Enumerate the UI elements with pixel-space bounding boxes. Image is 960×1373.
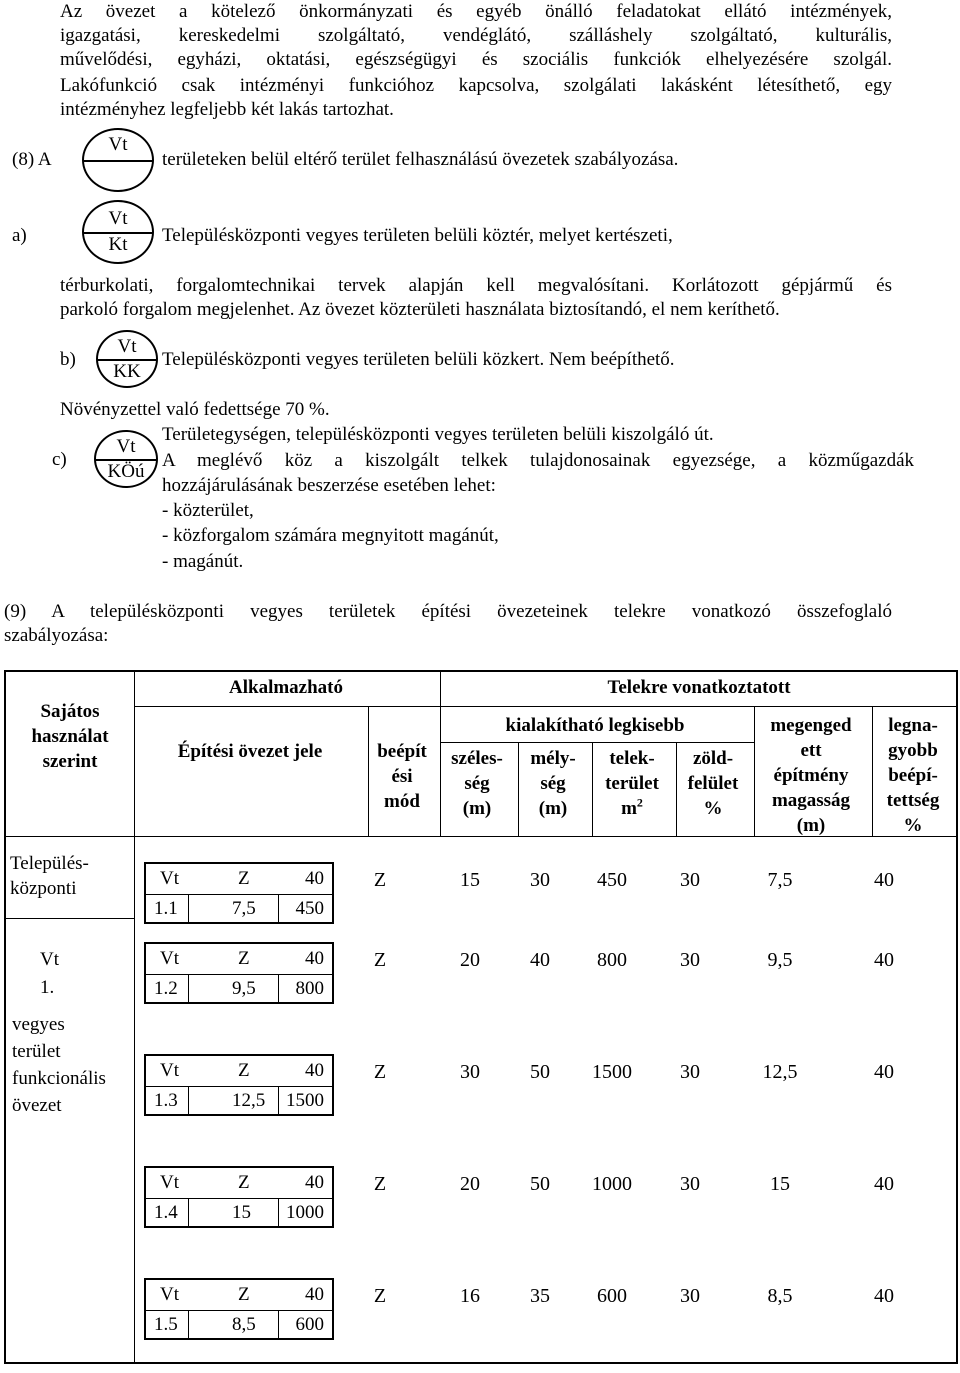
zone-symbol-top: Vt	[116, 436, 136, 457]
zone-code-part: 40	[305, 868, 324, 889]
table-cell: 50	[530, 1173, 550, 1195]
header-melyseg-2: ség	[540, 773, 566, 794]
zone-code-box	[144, 942, 334, 1004]
zone-code-part: 1500	[286, 1090, 324, 1111]
header-megengedett-3: építmény	[773, 765, 849, 786]
table-cell: Z	[373, 1061, 387, 1083]
table-cell: 7,5	[767, 869, 793, 891]
table-cell: 30	[680, 869, 700, 891]
table-cell: Z	[373, 1173, 387, 1195]
header-telekterulet-2: terület	[605, 773, 659, 794]
left-col-5: vegyes	[12, 1014, 65, 1035]
table-cell: 30	[680, 949, 700, 971]
zone-code-part: 800	[295, 978, 324, 999]
zone-code-part: 8,5	[232, 1314, 256, 1335]
header-epitesi-ovezet: Építési övezet jele	[177, 741, 323, 762]
left-col-8: övezet	[12, 1095, 62, 1116]
zone-code-part: Z	[238, 948, 250, 969]
item-b-text-2: Növényzettel való fedettsége 70 %.	[60, 399, 330, 420]
zone-code-part: 40	[305, 948, 324, 969]
zone-code-part: 9,5	[232, 978, 256, 999]
header-melyseg-1: mély-	[530, 748, 576, 769]
table-cell: 30	[460, 1061, 480, 1083]
zone-code-part: 1.3	[154, 1090, 178, 1111]
zone-code-part: 450	[295, 898, 324, 919]
header-beepitesi-3: mód	[384, 791, 420, 812]
header-szelesseg-2: ség	[464, 773, 490, 794]
zone-code-part: 1.4	[154, 1202, 178, 1223]
header-szelesseg-1: széles-	[451, 748, 503, 769]
header-beepitesi-1: beépít	[377, 741, 427, 762]
zone-symbol-top: Vt	[108, 208, 128, 229]
zone-symbol-vt	[82, 128, 154, 192]
table-cell: 16	[460, 1285, 480, 1307]
zone-code-part: 600	[295, 1314, 324, 1335]
section-9-line-2: szabályozása:	[4, 625, 109, 646]
table-cell: 40	[874, 1285, 894, 1307]
zone-code-part: 1.5	[154, 1314, 178, 1335]
table-cell: Z	[373, 949, 387, 971]
table-cell: 1500	[592, 1061, 632, 1083]
zone-code-part: 40	[305, 1172, 324, 1193]
table-cell: 9,5	[767, 949, 793, 971]
header-alkalmazhato: Alkalmazható	[229, 677, 343, 698]
zone-code-part: Vt	[160, 948, 179, 969]
header-telekterulet-1: telek-	[609, 748, 655, 769]
zone-code-part: 1.1	[154, 898, 178, 919]
header-sajatos-1: Sajátos	[40, 701, 100, 722]
header-megengedett-4: magasság	[771, 790, 851, 811]
intro-line-4: Lakófunkció csak intézményi funkcióhoz kapcsolva, szolgálati lakásként létesíthető, egy	[60, 75, 892, 96]
header-legnagyobb-1: legna-	[888, 715, 938, 736]
zone-symbol-vt-kt	[82, 200, 154, 264]
item-b-label: b)	[60, 349, 76, 370]
table-cell: 600	[597, 1285, 627, 1307]
header-zoldfelulet-2: felület	[687, 773, 739, 794]
zone-code-part: Vt	[160, 1060, 179, 1081]
table-cell: 35	[530, 1285, 550, 1307]
intro-line-1: Az övezet a kötelező önkormányzati és egyéb önálló feladatokat ellátó intézmények,	[60, 1, 892, 22]
zone-code-part: 12,5	[232, 1090, 266, 1111]
item-c-text-1: Területegységen, településközponti vegyes területen belüli kiszolgáló út.	[162, 424, 714, 445]
table-cell: 40	[530, 949, 550, 971]
left-col-2: központi	[10, 878, 77, 899]
header-kialakithato: kialakítható legkisebb	[505, 715, 685, 736]
item-c-bullet-3: - magánút.	[162, 551, 244, 572]
header-megengedett-1: megenged	[770, 715, 852, 736]
section-8-label: (8) A	[12, 149, 52, 170]
item-c-bullet-2: - közforgalom számára megnyitott magánút,	[162, 525, 499, 546]
table-cell: 50	[530, 1061, 550, 1083]
header-megengedett-2: ett	[800, 740, 822, 761]
zone-code-part: 40	[305, 1284, 324, 1305]
intro-line-3: művelődési, egyházi, oktatási, egészségügyi és szociális funkciók elhelyezésére szolgál.	[60, 49, 892, 70]
left-col-3: Vt	[40, 949, 59, 970]
table-cell: 30	[680, 1173, 700, 1195]
zone-code-part: Vt	[160, 1284, 179, 1305]
table-cell: 1000	[592, 1173, 632, 1195]
item-c-label: c)	[52, 449, 67, 470]
zone-code-part: 7,5	[232, 898, 256, 919]
item-a-text-3: parkoló forgalom megjelenhet. Az övezet közterületi használata biztosítandó, el nem keríthető.	[60, 299, 780, 320]
left-col-6: terület	[12, 1041, 61, 1062]
table-cell: 15	[770, 1173, 790, 1195]
left-col-7: funkcionális	[12, 1068, 106, 1089]
table-cell: 40	[874, 1173, 894, 1195]
zone-code-box	[144, 862, 334, 924]
zone-code-part: Vt	[160, 868, 179, 889]
table-cell: 8,5	[767, 1285, 793, 1307]
zone-symbol-vt-kou	[94, 430, 158, 488]
zone-symbol-top: Vt	[108, 134, 128, 155]
zone-code-box	[144, 1166, 334, 1228]
zone-code-box	[144, 1278, 334, 1340]
header-zoldfelulet-1: zöld-	[692, 748, 734, 769]
table-cell: 30	[680, 1061, 700, 1083]
zone-code-box	[144, 1054, 334, 1116]
header-beepitesi-2: ési	[391, 766, 413, 787]
zone-symbol-bottom: KÖú	[107, 461, 145, 482]
table-cell: Z	[373, 1285, 387, 1307]
table-cell: 40	[874, 949, 894, 971]
header-melyseg-3: (m)	[538, 798, 568, 819]
header-telekterulet-3: $m^2$	[621, 795, 643, 819]
table-cell: 20	[460, 949, 480, 971]
table-cell: Z	[373, 869, 387, 891]
zone-code-part: Vt	[160, 1172, 179, 1193]
item-c-text-3: hozzájárulásának beszerzése esetében lehet:	[162, 475, 496, 496]
header-legnagyobb-2: gyobb	[888, 740, 938, 761]
section-8-text: területeken belül eltérő terület felhasználású övezetek szabályozása.	[162, 149, 679, 170]
table-cell: 30	[680, 1285, 700, 1307]
header-legnagyobb-5: %	[903, 815, 923, 836]
header-sajatos-3: szerint	[42, 751, 98, 772]
table-cell: 40	[874, 1061, 894, 1083]
zone-symbol-vt-kk	[96, 330, 158, 388]
zone-code-part: Z	[238, 1284, 250, 1305]
zone-symbol-bottom: KK	[113, 361, 141, 382]
item-c-text-2: A meglévő köz a kiszolgált telkek tulajdonosainak egyezsége, a közműgazdák	[162, 450, 914, 471]
item-b-text-1: Településközponti vegyes területen belüli közkert. Nem beépíthető.	[162, 349, 675, 370]
zone-code-part: 15	[232, 1202, 251, 1223]
table-cell: 30	[530, 869, 550, 891]
zone-symbol-top: Vt	[117, 336, 137, 357]
zone-code-part: Z	[238, 1172, 250, 1193]
zone-code-part: 1000	[286, 1202, 324, 1223]
header-megengedett-5: (m)	[796, 815, 826, 836]
header-zoldfelulet-3: %	[703, 798, 723, 819]
item-a-text-1: Településközponti vegyes területen belüli köztér, melyet kertészeti,	[162, 225, 673, 246]
intro-line-5: intézményhez legfeljebb két lakás tartozhat.	[60, 99, 394, 120]
header-legnagyobb-3: beépí-	[888, 765, 938, 786]
header-szelesseg-3: (m)	[462, 798, 492, 819]
zone-symbol-bottom: Kt	[108, 234, 128, 255]
item-a-label: a)	[12, 225, 27, 246]
left-col-1: Település-	[10, 853, 89, 874]
item-a-text-2: térburkolati, forgalomtechnikai tervek alapján kell megvalósítani. Korlátozott gépjármű és	[60, 275, 892, 296]
header-sajatos-2: használat	[31, 726, 109, 747]
section-9-line-1: (9) A településközponti vegyes területek építési övezeteinek telekre vonatkozó összefoglaló	[4, 601, 892, 622]
table-cell: 12,5	[762, 1061, 798, 1083]
header-legnagyobb-4: tettség	[886, 790, 940, 811]
zone-code-part: Z	[238, 868, 250, 889]
table-cell: 800	[597, 949, 627, 971]
zone-code-part: Z	[238, 1060, 250, 1081]
table-cell: 450	[597, 869, 627, 891]
table-cell: 20	[460, 1173, 480, 1195]
table-cell: 40	[874, 869, 894, 891]
zone-code-part: 40	[305, 1060, 324, 1081]
header-telekre: Telekre vonatkoztatott	[607, 677, 791, 698]
table-cell: 15	[460, 869, 480, 891]
item-c-bullet-1: - közterület,	[162, 500, 254, 521]
zone-code-part: 1.2	[154, 978, 178, 999]
left-col-4: 1.	[40, 977, 55, 998]
intro-line-2: igazgatási, kereskedelmi szolgáltató, vendéglátó, szálláshely szolgáltató, kulturális,	[60, 25, 892, 46]
